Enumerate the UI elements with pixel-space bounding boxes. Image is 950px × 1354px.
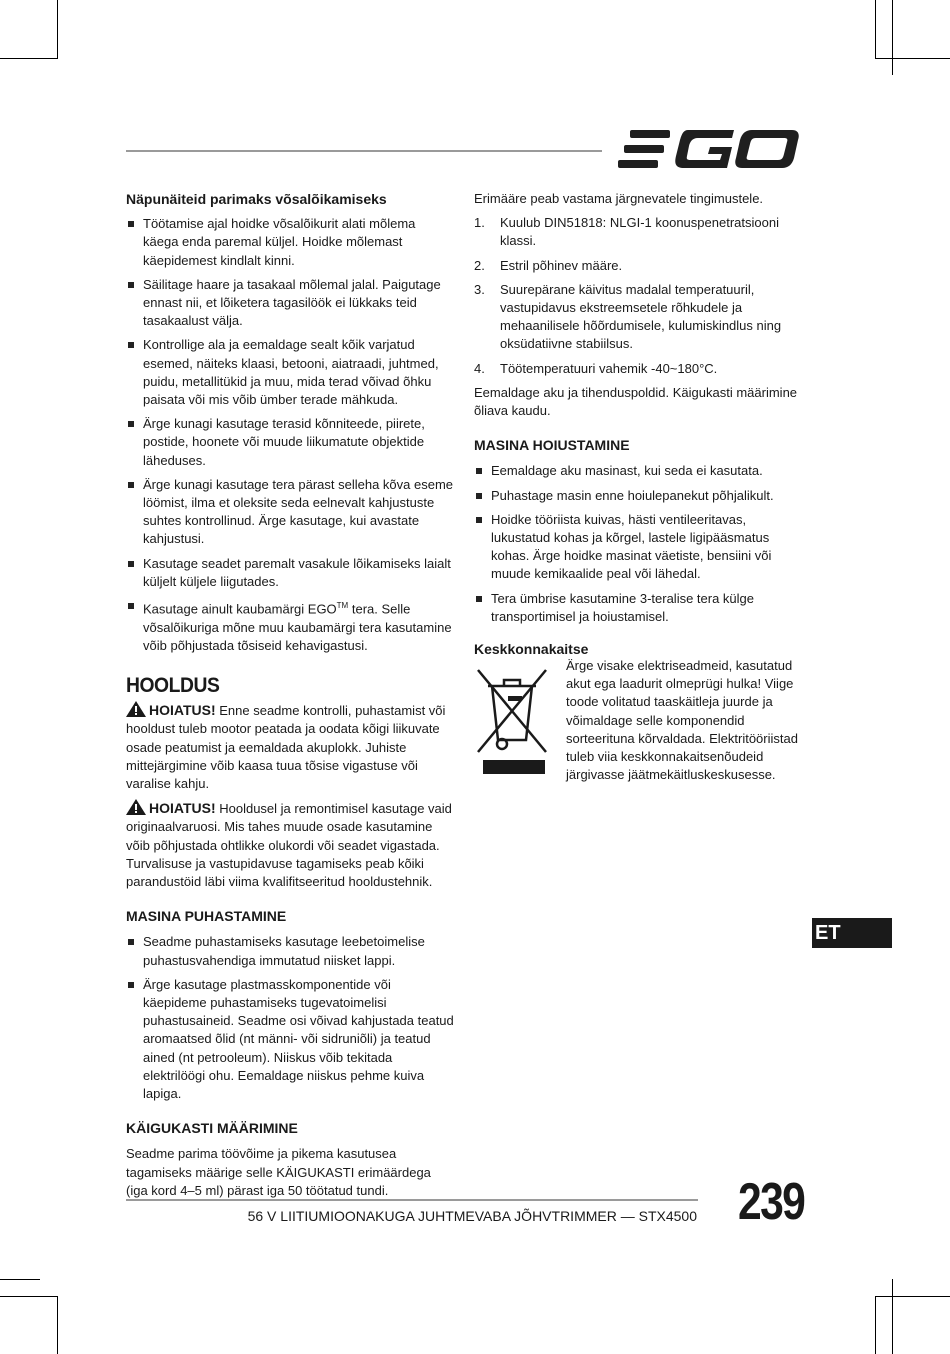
cleaning-heading: MASINA PUHASTAMINE (126, 908, 287, 925)
storage-list (474, 462, 804, 626)
tip-text: tera. Selle võsalõikuriga mõne muu kaubamärgi tera kasutamine võib põhjustada tõsiseid kehavigastusi. (143, 601, 452, 653)
maintenance-heading: HOOLDUS (126, 674, 220, 697)
crop-mark (0, 58, 58, 59)
list-text: Kuulub DIN51818: NLGI-1 koonuspenetratsiooni klassi. (500, 215, 779, 249)
list-number: 1. (474, 215, 485, 231)
list-text: Estril põhinev määre. (500, 257, 623, 273)
crop-mark (875, 1296, 950, 1297)
grease-intro: Erimääre peab vastama järgnevatele tingimustele. (474, 191, 764, 206)
list-item (126, 597, 454, 655)
cleaning-list (126, 933, 454, 1103)
warning-triangle-icon (126, 701, 146, 717)
warning-label: HOIATUS! (149, 702, 216, 719)
gearbox-text: Seadme parima töövõime ja pikema kasutusea tagamiseks määrige selle KÄIGUKASTI erimäärdega (iga kord 4–5 ml) pärast iga 50 töötatud tundi. (126, 1146, 431, 1198)
list-item: Ärge kunagi kasutage tera pärast selleha kõva eseme löömist, ilma et oleksite seda eelnevalt kahjustuste suhtes kontrollinud. Ärge kasutage, kui avastate kahjustusi. (126, 476, 454, 549)
list-item (474, 360, 804, 378)
header-rule (126, 150, 602, 152)
gearbox-heading: KÄIGUKASTI MÄÄRIMINE (126, 1120, 298, 1137)
ego-logo-icon (616, 128, 800, 172)
list-item: Ärge kasutage plastmasskomponentide või käepideme puhastamiseks tugevatoimelisi puhastusaineid. Seadme osi võivad kahjustada teatud aromaatsed õlid (nt männi- või sidruniõli) ja teatud ained (nt petrooleum). Niiskus võib tekitada elektrilöögi ohu. Eemaldage niiskus pehme kuiva lapiga. (126, 976, 454, 1103)
list-item (474, 257, 804, 275)
grease-conditions-list (474, 214, 804, 378)
crop-mark (57, 0, 58, 58)
list-item: Kasutage seadet paremalt vasakule lõikamiseks laialt küljelt küljele liigutades. (126, 555, 454, 591)
list-item (474, 214, 804, 250)
crop-mark (57, 1296, 58, 1354)
crop-mark (875, 58, 950, 59)
list-item: Hoidke tööriista kuivas, hästi ventileeritavas, lukustatud kohas ja kõrgel, lastele ligipääsmatus kohas. Ärge hoidke masinat väetiste, bensiini või muude kemikaalide peal või lähedal. (474, 511, 804, 584)
warning-paragraph (126, 701, 454, 793)
warning-text: Enne seadme kontrolli, puhastamist või hooldust tuleb mootor peatada ja oodata kõigi liikuvate osade peatumist ja eemaldada akuplokk. Juhiste mittejärgimine võib kaasa tuua tõsise vigastuse või varalise kahju. (126, 703, 446, 792)
list-text: Suurepärane käivitus madalal temperatuuril, vastupidavus ekstreemsetele rõhkudele ja mehaanilisele hõõrdumisele, kulumiskindlus ning oksüdatiivne stabiilsus. (500, 281, 782, 352)
list-item: Puhastage masin enne hoiulepanekut põhjalikult. (474, 487, 804, 505)
tips-list (126, 215, 454, 655)
language-badge: ET (812, 918, 892, 948)
list-item (474, 281, 804, 354)
list-item: Ärge kunagi kasutage terasid kõnniteede, piirete, postide, hoonete või muude liikumatute objektide läheduses. (126, 415, 454, 470)
tip-text: Kasutage ainult kaubamärgi EGO (143, 601, 337, 617)
environment-text: Ärge visake elektriseadmeid, kasutatud akut ega laadurit olmeprügi hulka! Viige toode volitatud taaskäitleja juurde ja võimaldage selle komponendid sorteerituna kõrvaldada. Elektritööriistad tuleb viia keskkonnakaitsenõudeid järgivasse jäätmekäitluskeskusesse. (566, 658, 798, 783)
environment-heading: Keskkonnakaitse (474, 641, 589, 658)
grease-note: Eemaldage aku ja tihenduspoldid. Käigukasti määrimine õliava kaudu. (474, 384, 798, 419)
crossed-bin-icon (474, 664, 550, 776)
crop-mark (875, 1296, 876, 1354)
left-column (126, 190, 454, 1206)
crop-mark (892, 1279, 893, 1354)
footer-title: 56 V LIITIUMIOONAKUGA JUHTMEVABA JÕHVTRIMMER — STX4500 (247, 1208, 697, 1224)
list-text: Töötemperatuuri vahemik -40~180°C. (500, 360, 718, 376)
list-number: 4. (474, 360, 485, 376)
footer-rule (126, 1199, 698, 1201)
warning-triangle-icon (126, 799, 146, 815)
right-column (474, 190, 804, 665)
list-item: Seadme puhastamiseks kasutage leebetoimelise puhastusvahendiga immutatud niisket lappi. (126, 933, 454, 969)
list-item: Säilitage haare ja tasakaal mõlemal jalal. Paigutage ennast nii, et lõiketera tagasilöök ei lükkaks teid tasakaalust välja. (126, 276, 454, 331)
crop-mark (892, 0, 893, 75)
page-number: 239 (738, 1173, 805, 1231)
warning-text: Hooldusel ja remontimisel kasutage vaid originaalvaruosi. Mis tahes muude osade kasutamine võib põhjustada ohtlikke olukordi või seadet vigastada. Turvalisuse ja vastupidavuse tagamiseks peab kõiki parandustöid läbi viima kvalifitseeritud hooldustehnik. (126, 801, 452, 890)
weee-symbol (474, 664, 550, 781)
list-number: 2. (474, 257, 485, 273)
list-item: Eemaldage aku masinast, kui seda ei kasutata. (474, 462, 804, 480)
crop-mark (0, 1296, 58, 1297)
crop-mark (0, 1279, 40, 1280)
list-item: Töötamise ajal hoidke võsalõikurit alati mõlema käega enda paremal küljel. Hoidke mõlemast käepidemest kindlalt kinni. (126, 215, 454, 270)
trademark-sup: TM (336, 601, 349, 611)
list-number: 3. (474, 281, 485, 297)
list-item: Kontrollige ala ja eemaldage sealt kõik varjatud esemed, näiteks klaasi, betooni, aiatraadi, juhtmed, puidu, metallitükid ja muu, mida terad võivad õhku paisata või mis võib ümber terade mähkuda. (126, 336, 454, 409)
storage-heading: MASINA HOIUSTAMINE (474, 437, 630, 454)
tips-heading: Näpunäiteid parimaks võsalõikamiseks (126, 191, 387, 207)
crop-mark (875, 0, 876, 58)
ego-logo (616, 128, 800, 172)
warning-paragraph (126, 799, 454, 891)
list-item: Tera ümbrise kasutamine 3-teralise tera külge transportimisel ja hoiustamisel. (474, 590, 804, 626)
warning-label: HOIATUS! (149, 800, 216, 817)
